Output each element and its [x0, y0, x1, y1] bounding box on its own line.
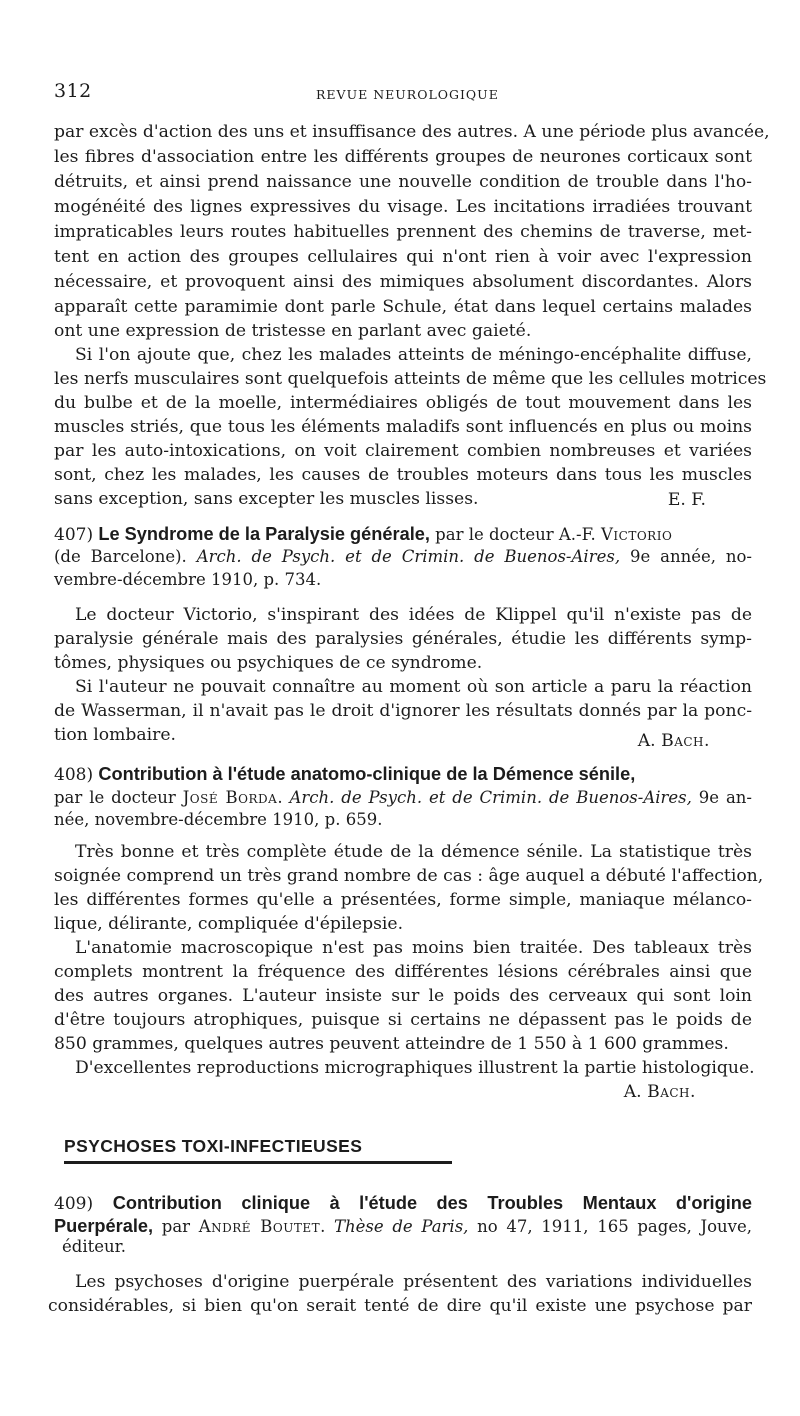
text-line: muscles striés, que tous les éléments maladifs sont influencés en plus ou moins [54, 417, 752, 437]
signature [54, 729, 710, 753]
text-line: les fibres d'association entre les différents groupes de neurones corticaux sont [54, 147, 752, 167]
text-line: paralysie générale mais des paralysies générales, étudie les différents symp- [54, 629, 752, 649]
text-line: Le docteur Victorio, s'inspirant des idées de Klippel qu'il n'existe pas de [75, 605, 752, 625]
text-line: nécessaire, et provoquent ainsi des mimiques absolument discordantes. Alors [54, 272, 752, 292]
text-line: d'être toujours atrophiques, puisque si certains ne dépassent pas le poids de [54, 1010, 752, 1030]
reference-text: no 47, 1911, 165 pages, Jouve, [468, 1217, 752, 1236]
author-name: José Borda [182, 788, 278, 807]
text-line: lique, délirante, compliquée d'épilepsie. [54, 914, 404, 934]
reference-text: par le docteur [54, 788, 183, 807]
signature-name: Bach. [661, 731, 710, 751]
reference-line: née, novembre-décembre 1910, p. 659. [54, 810, 383, 829]
text-line: apparaît cette paramimie dont parle Schule, état dans lequel certains malades [54, 297, 752, 317]
text-line: sans exception, sans excepter les muscles lisses. [54, 489, 479, 509]
text-line: considérables, si bien qu'on serait tenté de dire qu'il existe une psychose par [48, 1296, 752, 1316]
text-line: Les psychoses d'origine puerpérale présentent des variations individuelles [75, 1272, 752, 1292]
signature-initial: A. [637, 731, 662, 751]
article-title: Le Syndrome de la Paralysie générale, [98, 524, 430, 544]
section-rule [64, 1161, 452, 1164]
reference-line: éditeur. [62, 1237, 126, 1256]
article-title: Contribution clinique à l'étude des Troubles Mentaux d'origine [112, 1193, 752, 1213]
running-title: REVUE NEUROLOGIQUE [316, 87, 499, 102]
text-line: détruits, et ainsi prend naissance une nouvelle condition de trouble dans l'ho- [54, 172, 752, 192]
text-line: Si l'auteur ne pouvait connaître au moment où son article a paru la réaction [75, 677, 752, 697]
text-line: les différentes formes qu'elle a présentées, forme simple, maniaque mélanco- [54, 890, 752, 910]
reference-text: par le docteur A.-F. [429, 525, 601, 544]
signature-name: Bach. [647, 1082, 696, 1102]
article-heading [54, 762, 752, 786]
reference-line: vembre-décembre 1910, p. 734. [54, 570, 322, 589]
text-line: tion lombaire. [54, 725, 177, 745]
text-line: tent en action des groupes cellulaires qui n'ont rien à voir avec l'expression [54, 247, 752, 267]
text-line: L'anatomie macroscopique n'est pas moins bien traitée. Des tableaux très [75, 938, 752, 958]
text-line: Très bonne et très complète étude de la démence sénile. La statistique très [75, 842, 752, 862]
text-line: complets montrent la fréquence des différentes lésions cérébrales ainsi que [54, 962, 752, 982]
reference-line [54, 786, 752, 810]
text-line: tômes, physiques ou psychiques de ce syndrome. [54, 653, 483, 673]
reference-text: . [277, 788, 290, 807]
article-number: 409) [54, 1194, 94, 1214]
reference-text: . [320, 1217, 335, 1236]
article-title-cont: Puerpérale, [54, 1216, 154, 1236]
text-line: des autres organes. L'auteur insiste sur le poids des cerveaux qui sont loin [54, 986, 752, 1006]
text-line: du bulbe et de la moelle, intermédiaires obligés de tout mouvement dans les [54, 393, 752, 413]
text-line: mogénéité des lignes expressives du visage. Les incitations irradiées trouvant [54, 197, 752, 217]
text-line: sont, chez les malades, les causes de troubles moteurs dans tous les muscles [54, 465, 752, 485]
reference-text: par [153, 1217, 199, 1236]
journal-name: Arch. de Psych. et de Crimin. de Buenos-Aires, [289, 788, 692, 807]
page-number: 312 [54, 80, 92, 102]
signature [54, 1080, 696, 1104]
page-header [54, 80, 754, 104]
section-heading: PSYCHOSES TOXI-INFECTIEUSES [64, 1136, 363, 1156]
reference-text: 9e an- [691, 788, 752, 807]
article-heading [54, 522, 752, 546]
article-number: 408) [54, 765, 94, 785]
article-number: 407) [54, 525, 94, 545]
text-line: par excès d'action des uns et insuffisance des autres. A une période plus avancée, [54, 122, 770, 142]
text-line: par les auto-intoxications, on voit clairement combien nombreuses et variées [54, 441, 752, 461]
text-line: les nerfs musculaires sont quelquefois atteints de même que les cellules motrices [54, 369, 767, 389]
thesis-name: Thèse de Paris, [334, 1217, 469, 1236]
article-heading [54, 1191, 752, 1215]
reference-line [54, 545, 752, 569]
text-line: soignée comprend un très grand nombre de cas : âge auquel a débuté l'affection, [54, 866, 764, 886]
reference-text: (de Barcelone). [54, 547, 197, 566]
author-name: André Boutet [198, 1217, 321, 1236]
text-line: ont une expression de tristesse en parlant avec gaieté. [54, 321, 532, 341]
author-name: Victorio [600, 525, 673, 544]
signature-initial: A. [623, 1082, 648, 1102]
article-title: Contribution à l'étude anatomo-clinique de la Démence sénile, [98, 764, 636, 784]
reference-text: 9e année, no- [620, 547, 753, 566]
text-line: D'excellentes reproductions micrographiques illustrent la partie histologique. [75, 1058, 755, 1078]
journal-name: Arch. de Psych. et de Crimin. de Buenos-Aires, [196, 547, 621, 566]
text-line: impraticables leurs routes habituelles prennent des chemins de traverse, met- [54, 222, 752, 242]
text-line: 850 grammes, quelques autres peuvent atteindre de 1 550 à 1 600 grammes. [54, 1034, 729, 1054]
text-line: Si l'on ajoute que, chez les malades atteints de méningo-encéphalite diffuse, [75, 345, 752, 365]
signature: E. F. [667, 490, 706, 510]
text-line: de Wasserman, il n'avait pas le droit d'ignorer les résultats donnés par la ponc- [54, 701, 752, 721]
